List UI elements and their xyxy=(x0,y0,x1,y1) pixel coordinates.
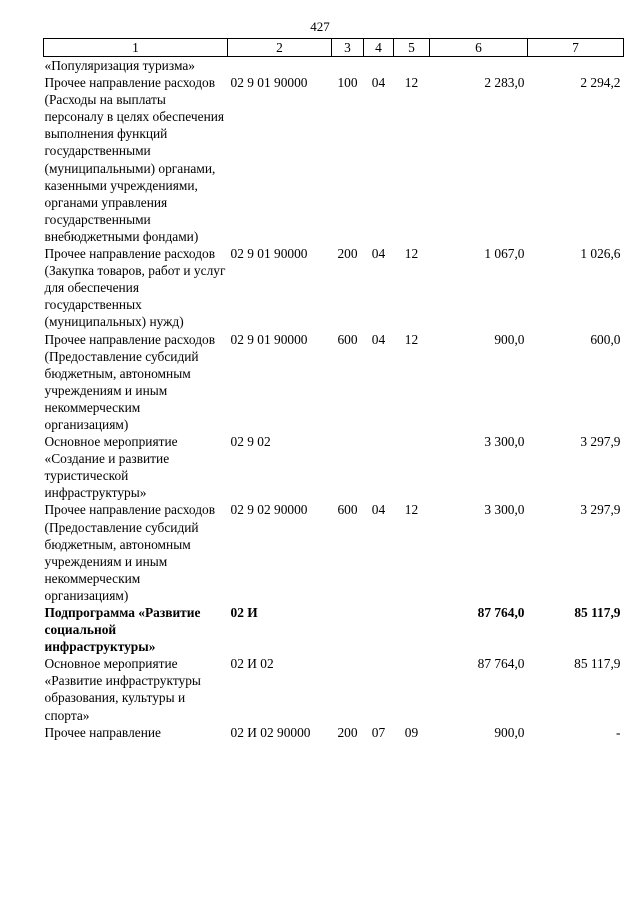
column-header-4: 4 xyxy=(364,39,394,57)
header-row xyxy=(44,39,624,57)
row-col5 xyxy=(394,655,430,723)
row-name: Прочее направление xyxy=(44,724,161,740)
row-value-6: 2 283,0 xyxy=(484,75,525,91)
row-name: Прочее направление расходов (Предоставление субсидий бюджетным, автономным учреждениям и иным некоммерческим организациям) xyxy=(44,331,216,432)
row-value-7: 85 117,9 xyxy=(574,605,621,620)
table-row xyxy=(44,501,624,604)
row-value-6: 900,0 xyxy=(494,724,525,740)
row-col4: 04 xyxy=(371,246,386,262)
row-code: 02 9 02 90000 xyxy=(230,502,308,518)
row-col4 xyxy=(364,433,394,501)
column-header-1: 1 xyxy=(44,39,228,57)
budget-table xyxy=(43,38,624,741)
row-col5: 12 xyxy=(404,75,419,91)
row-code: 02 И xyxy=(230,605,258,620)
row-code: 02 9 01 90000 xyxy=(230,331,308,347)
row-col4: 07 xyxy=(371,724,386,740)
column-header-3: 3 xyxy=(332,39,364,57)
row-col5 xyxy=(394,604,430,655)
row-col5: 09 xyxy=(404,724,419,740)
page-number: 427 xyxy=(310,19,330,34)
row-col3 xyxy=(332,655,364,723)
column-header-6: 6 xyxy=(430,39,528,57)
row-col3: 600 xyxy=(337,331,358,347)
row-col5: 12 xyxy=(404,246,419,262)
row-col3: 100 xyxy=(337,75,358,91)
column-header-2: 2 xyxy=(228,39,332,57)
row-col3 xyxy=(332,604,364,655)
row-code: 02 9 02 xyxy=(230,434,271,450)
table-row xyxy=(44,245,624,330)
row-value-7: - xyxy=(616,724,621,740)
row-code xyxy=(228,57,332,75)
table-row xyxy=(44,331,624,434)
row-value-7 xyxy=(528,57,624,75)
row-col4: 04 xyxy=(371,502,386,518)
row-col3: 600 xyxy=(337,502,358,518)
row-value-6 xyxy=(430,57,528,75)
row-col4 xyxy=(364,57,394,75)
row-col4 xyxy=(364,655,394,723)
row-name: «Популяризация туризма» xyxy=(44,58,195,73)
row-name: Прочее направление расходов (Предоставление субсидий бюджетным, автономным учреждениям и иным некоммерческим организациям) xyxy=(44,502,216,603)
row-value-6: 1 067,0 xyxy=(484,246,525,262)
row-name: Основное мероприятие «Создание и развитие туристической инфраструктуры» xyxy=(44,434,178,501)
row-col3 xyxy=(332,57,364,75)
row-name: Подпрограмма «Развитие социальной инфраструктуры» xyxy=(44,605,201,655)
row-code: 02 9 01 90000 xyxy=(230,75,308,91)
row-value-7: 3 297,9 xyxy=(580,502,621,518)
row-col3: 200 xyxy=(337,724,358,740)
row-col3: 200 xyxy=(337,246,358,262)
column-header-7: 7 xyxy=(528,39,624,57)
row-value-6: 87 764,0 xyxy=(477,656,525,672)
table-row xyxy=(44,433,624,501)
row-value-7: 600,0 xyxy=(590,331,621,347)
row-name: Прочее направление расходов (Расходы на выплаты персоналу в целях обеспечения выполнения функций государственными (муниципальными) органами, казенными учреждениями, органами управления государственными внебюджетными фондами) xyxy=(44,75,225,244)
row-col4: 04 xyxy=(371,331,386,347)
row-col4 xyxy=(364,604,394,655)
row-col5 xyxy=(394,433,430,501)
row-value-6: 87 764,0 xyxy=(477,605,525,620)
row-col5: 12 xyxy=(404,502,419,518)
row-col3 xyxy=(332,433,364,501)
row-code: 02 И 02 xyxy=(230,656,274,672)
row-value-7: 85 117,9 xyxy=(574,656,621,672)
row-name: Прочее направление расходов (Закупка товаров, работ и услуг для обеспечения государственных (муниципальных) нужд) xyxy=(44,246,226,330)
table-row xyxy=(44,74,624,245)
row-value-7: 3 297,9 xyxy=(580,434,621,450)
row-value-6: 900,0 xyxy=(494,331,525,347)
table-row xyxy=(44,655,624,723)
table-row xyxy=(44,57,624,75)
row-name: Основное мероприятие «Развитие инфраструктуры образования, культуры и спорта» xyxy=(44,656,201,723)
row-value-7: 2 294,2 xyxy=(580,75,621,91)
row-col5 xyxy=(394,57,430,75)
row-col4: 04 xyxy=(371,75,386,91)
row-value-6: 3 300,0 xyxy=(484,434,525,450)
column-header-5: 5 xyxy=(394,39,430,57)
row-col5: 12 xyxy=(404,331,419,347)
row-code: 02 9 01 90000 xyxy=(230,246,308,262)
table-row-subprogram xyxy=(44,604,624,655)
row-value-6: 3 300,0 xyxy=(484,502,525,518)
row-value-7: 1 026,6 xyxy=(580,246,621,262)
table-row xyxy=(44,724,624,741)
table-body xyxy=(44,57,624,741)
row-code: 02 И 02 90000 xyxy=(230,724,311,740)
